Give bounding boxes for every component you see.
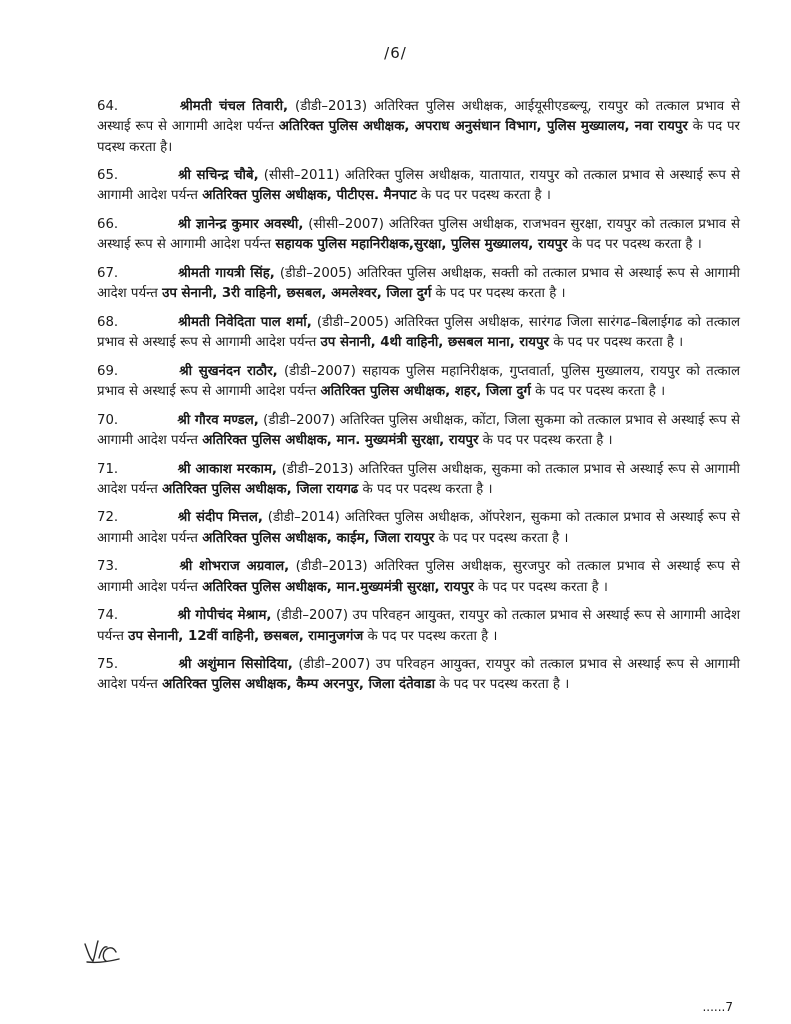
- entry-text: के पद पर पदस्थ करता है ।: [363, 628, 498, 644]
- order-entry: [97, 166, 740, 207]
- entry-text: (डीडी–2013) अतिरिक्त पुलिस अधीक्षक, आईयूसीएडब्ल्यू, रायपुर को तत्काल प्रभाव से अस्थाई रूप से आगामी आदेश पर्यन्त: [97, 99, 740, 135]
- entry-text: के पद पर पदस्थ करता है ।: [435, 677, 570, 693]
- entry-text: (डीडी–2013) अतिरिक्त पुलिस अधीक्षक, सुकमा को तत्काल प्रभाव से अस्थाई रूप से आगामी आदेश पर्यन्त: [97, 461, 741, 497]
- order-entry: [97, 264, 740, 305]
- page-number: /6/: [384, 44, 407, 62]
- entry-text: (डीडी–2005) अतिरिक्त पुलिस अधीक्षक, सारंगढ जिला सारंगढ–बिलाईगढ को तत्काल प्रभाव से अस्थाई रूप से आगामी आदेश पर्यन्त: [97, 314, 740, 351]
- entry-text: (डीडी–2014) अतिरिक्त पुलिस अधीक्षक, ऑपरेशन, सुकमा को तत्काल प्रभाव से अस्थाई रूप से आगामी आदेश पर्यन्त: [97, 510, 741, 546]
- entry-number: 66.: [97, 217, 119, 233]
- entry-bold-text: सहायक पुलिस महानिरीक्षक,सुरक्षा, पुलिस मुख्यालय, रायपुर: [275, 237, 568, 253]
- entry-number: 74.: [97, 608, 119, 624]
- entry-text: के पद पर पदस्थ करता है ।: [358, 481, 493, 497]
- entry-bold-text: अतिरिक्त पुलिस अधीक्षक, मान.मुख्यमंत्री सुरक्षा, रायपुर: [202, 579, 474, 595]
- entry-bold-text: अतिरिक्त पुलिस अधीक्षक, शहर, जिला दुर्ग: [320, 384, 531, 400]
- entry-number: 73.: [97, 559, 119, 575]
- entry-bold-text: श्रीमती चंचल तिवारी,: [179, 99, 289, 114]
- order-entry: [97, 313, 740, 354]
- entry-number: 70.: [97, 412, 119, 428]
- entry-text: के पद पर पदस्थ करता है ।: [473, 579, 608, 595]
- order-entry: [97, 362, 740, 403]
- entry-bold-text: श्री अशुंमान सिसोदिया,: [178, 657, 293, 673]
- order-entry: [97, 655, 740, 696]
- entry-text: (डीडी–2007) उप परिवहन आयुक्त, रायपुर को तत्काल प्रभाव से अस्थाई रूप से आगामी आदेश पर्यन्त: [97, 608, 740, 644]
- entry-bold-text: श्री आकाश मरकाम,: [177, 461, 277, 477]
- entry-text: (डीडी–2007) सहायक पुलिस महानिरीक्षक, गुप्तवार्ता, पुलिस मुख्यालय, रायपुर को तत्काल प्रभाव से अस्थाई रूप से आगामी आदेश पर्यन्त: [97, 363, 741, 400]
- entry-text: के पद पर पदस्थ करता है ।: [434, 530, 569, 546]
- entry-bold-text: अतिरिक्त पुलिस अधीक्षक, कैम्प अरनपुर, जिला दंतेवाडा: [162, 677, 436, 693]
- entry-bold-text: श्री गोपीचंद मेश्राम,: [177, 608, 272, 624]
- entry-number: 75.: [97, 657, 119, 673]
- entry-bold-text: श्री सुखनंदन राठौर,: [179, 363, 278, 379]
- entry-text: के पद पर पदस्थ करता है ।: [431, 286, 566, 302]
- entry-bold-text: श्री शोभराज अग्रवाल,: [179, 559, 290, 575]
- entry-text: (डीडी–2005) अतिरिक्त पुलिस अधीक्षक, सक्ती को तत्काल प्रभाव से अस्थाई रूप से आगामी आदेश पर्यन्त: [97, 265, 740, 302]
- order-entries: [97, 97, 740, 704]
- entry-number: 69.: [97, 363, 119, 379]
- entry-bold-text: श्री ज्ञानेन्द्र कुमार अवस्थी,: [177, 217, 304, 233]
- entry-text: (डीडी–2013) अतिरिक्त पुलिस अधीक्षक, सुरजपुर को तत्काल प्रभाव से अस्थाई रूप से आगामी आदेश पर्यन्त: [97, 559, 740, 595]
- entry-bold-text: श्री गौरव मण्डल,: [177, 412, 259, 428]
- entry-number: 72.: [97, 510, 119, 526]
- entry-bold-text: उप सेनानी, 12वीं वाहिनी, छसबल, रामानुजगंज: [128, 628, 364, 644]
- order-entry: [97, 508, 740, 549]
- order-entry: [97, 411, 740, 452]
- entry-text: के पद पर पदस्थ करता है ।: [416, 188, 551, 204]
- entry-number: 68.: [97, 314, 119, 330]
- entry-bold-text: श्री सचिन्द्र चौबे,: [178, 168, 259, 184]
- entry-bold-text: अतिरिक्त पुलिस अधीक्षक, जिला रायगढ: [162, 481, 359, 497]
- entry-number: 71.: [97, 461, 119, 477]
- entry-bold-text: श्रीमती गायत्री सिंह,: [178, 265, 275, 281]
- entry-bold-text: अतिरिक्त पुलिस अधीक्षक, पीटीएस. मैनपाट: [202, 188, 417, 204]
- entry-text: (डीडी–2007) अतिरिक्त पुलिस अधीक्षक, कोंटा, जिला सुकमा को तत्काल प्रभाव से अस्थाई रूप से आगामी आदेश पर्यन्त: [97, 412, 740, 448]
- continued-marker: ......7: [702, 1000, 733, 1014]
- order-entry: [97, 606, 740, 647]
- entry-text: के पद पर पदस्थ करता है ।: [478, 432, 613, 448]
- entry-number: 65.: [97, 168, 119, 184]
- entry-bold-text: श्रीमती निवेदिता पाल शर्मा,: [178, 314, 312, 330]
- entry-text: के पद पर पदस्थ करता है।: [97, 119, 740, 155]
- entry-bold-text: अतिरिक्त पुलिस अधीक्षक, मान. मुख्यमंत्री सुरक्षा, रायपुर: [202, 432, 479, 448]
- entry-bold-text: उप सेनानी, 3री वाहिनी, छसबल, अमलेश्वर, जिला दुर्ग: [162, 286, 432, 302]
- order-entry: [97, 557, 740, 598]
- initials-signature: [82, 932, 122, 966]
- entry-bold-text: अतिरिक्त पुलिस अधीक्षक, काईम, जिला रायपुर: [202, 530, 435, 546]
- entry-text: (डीडी–2007) उप परिवहन आयुक्त, रायपुर को तत्काल प्रभाव से अस्थाई रूप से आगामी आदेश पर्यन्त: [97, 657, 741, 693]
- entry-number: 67.: [97, 265, 119, 281]
- entry-text: के पद पर पदस्थ करता है ।: [567, 237, 702, 253]
- order-entry: [97, 97, 740, 158]
- entry-text: के पद पर पदस्थ करता है ।: [549, 335, 684, 351]
- order-entry: [97, 215, 740, 256]
- order-entry: [97, 460, 740, 501]
- entry-bold-text: उप सेनानी, 4थी वाहिनी, छसबल माना, रायपुर: [320, 335, 549, 351]
- entry-text: के पद पर पदस्थ करता है ।: [530, 384, 666, 400]
- entry-bold-text: अतिरिक्त पुलिस अधीक्षक, अपराध अनुसंधान विभाग, पुलिस मुख्यालय, नवा रायपुर: [278, 119, 688, 135]
- entry-bold-text: श्री संदीप मित्तल,: [177, 510, 263, 526]
- entry-number: 64.: [97, 99, 119, 114]
- entry-text: (सीसी–2007) अतिरिक्त पुलिस अधीक्षक, राजभवन सुरक्षा, रायपुर को तत्काल प्रभाव से अस्थाई रूप से आगामी आदेश पर्यन्त: [97, 217, 740, 253]
- entry-text: (सीसी–2011) अतिरिक्त पुलिस अधीक्षक, यातायात, रायपुर को तत्काल प्रभाव से अस्थाई रूप से आगामी आदेश पर्यन्त: [97, 168, 740, 204]
